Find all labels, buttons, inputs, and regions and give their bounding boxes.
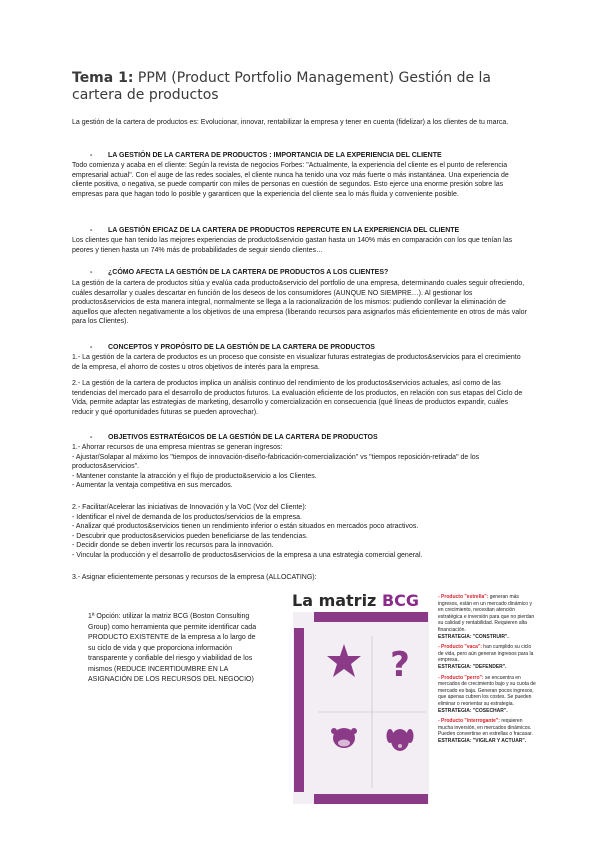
objectives-line-3: 3.- Asignar eficientemente personas y recursos de la empresa (ALLOCATING): — [72, 574, 317, 581]
section-heading-2: - LA GESTIÓN EFICAZ DE LA CARTERA DE PRODUCTOS REPERCUTE EN LA EXPERIENCIA DEL CLIENTE — [90, 227, 460, 234]
title-text: PPM (Product Portfolio Management) Gestión de la cartera de productos — [72, 70, 491, 103]
section-body-1: Todo comienza y acaba en el cliente: Según la revista de negocios Forbes: "Actualmente, la experiencia del cliente es el punto de referencia empresarial actual". Con el auge de las redes sociales, el cliente nunca ha tenido una voz más fuerte o más instantánea. Una experiencia de cliente positiva, o negativa, se puede compartir con miles de personas en cuestión de segundos. Esto ejerce una enorme presión sobre las empresas para que hagan todo lo posible y garanticen que la experiencia del cliente sea lo más fluida y conveniente posible. — [72, 162, 509, 198]
svg-text:?: ? — [390, 645, 410, 685]
section-body-3: La gestión de la cartera de productos sitúa y evalúa cada producto&servicio del portfolio de una empresa, determinando cuales seguir ofreciendo, cuáles desarrollar y cuales descartar en función de los deseos de los consumidores (AUNQUE NO SIEMPRE…). Al gestionar los productos&servicios de esta manera integral, normalmente se llega a la racionalización de los mismos: pudiendo conllevar la eliminación de aquellos que afecten negativamente a los objetivos de una empresa (liberando recursos para asignarlos más eficientemente en otros de más valor para los Clientes). — [72, 280, 527, 325]
title-prefix: Tema 1: — [72, 70, 134, 86]
list-item: - Analizar qué productos&servicios tienen un rendimiento inferior o están situados en mercados poco atractivos. — [72, 523, 419, 530]
intro-paragraph: La gestión de la cartera de productos es: Evolucionar, innovar, rentabilizar la empresa y tener en cuenta (fidelizar) a los clientes de tu marca. — [72, 119, 509, 126]
list-item: - Vincular la producción y el desarrollo de productos&servicios de la empresa a una estrategia comercial general. — [72, 551, 423, 559]
note-star: - Producto "estrella": generan más ingresos, están en un mercado dinámico y en crecimiento, necesitan atención estratégica e inversión para que no pierdan su calidad y rentabilidad. Requieren alta financiación. ESTRATEGIA: "CONSTRUIR". — [438, 594, 535, 640]
note-cow: - Producto "vaca": han cumplido su ciclo de vida, pero aún generan ingresos para la empresa. ESTRATEGIA: "DEFENDER". — [438, 644, 534, 670]
bcg-side-bar — [294, 628, 304, 792]
note-dog: - Producto "perro": se encuentra en mercados de crecimiento bajo y su cuota de mercado es baja. Generan pocos ingresos, que apenas cubren los costes. Se pueden eliminar o reorientar su estrategia. ESTRATEGIA: "COSECHAR". — [438, 674, 536, 714]
section-heading-1: - LA GESTIÓN DE LA CARTERA DE PRODUCTOS : IMPORTANCIA DE LA EXPERIENCIA DEL CLIENTE — [90, 152, 442, 159]
list-item: - Aumentar la ventaja competitiva en sus mercados. — [72, 482, 233, 489]
option-1-text: 1ª Opción: utilizar la matriz BCG (Boston Consulting Group) como herramienta que permite identificar cada PRODUCTO EXISTENTE de la empresa a lo largo de su ciclo de vida y que proporciona información transparente y confiable del riesgo y viabilidad de los mismos (REDUCE INCERTIDUMBRE EN LA ASIGNACIÓN DE LOS RECURSOS DEL NEGOCIO) — [88, 613, 257, 683]
question-icon — [390, 645, 410, 685]
note-question: - Producto "interrogante": requieren mucha inversión, en mercados dinámicos. Pueden convertirse en estrellas o fracasar. ESTRATEGIA: "VIGILAR Y ACTUAR". — [438, 718, 533, 744]
list-item: - Ajustar/Solapar al máximo los "tiempos de innovación-diseño-fabricación-comercialización" vs "tiempos reposición-retirada" de los productos&servicios". — [72, 453, 480, 470]
section-heading-4: - CONCEPTOS Y PROPÓSITO DE LA GESTIÓN DE LA CARTERA DE PRODUCTOS — [90, 344, 375, 351]
section-body-4a: 1.- La gestión de la cartera de productos es un proceso que consiste en visualizar futuras estrategias de productos&servicios para el crecimiento de la empresa, el ahorro de costes u otros objetivos de interés para la empresa. — [72, 354, 521, 371]
bcg-bottom-bar — [314, 794, 428, 804]
section-body-4b: 2.- La gestión de la cartera de productos implica un análisis continuo del rendimiento de los productos&servicios actuales, así como de las tendencias del mercado para el desarrollo de productos futuros. La evaluación eficiente de los productos, en relación con sus etapas del Ciclo de Vida, permite adaptar las estrategias de marketing, desarrollo y comercialización en consecuencia (qué líneas de productos expandir, cuáles reducir y qué oportunidades futuras se pueden aprovechar). — [72, 380, 523, 416]
list-item: - Decidir donde se deben invertir los recursos para la innovación. — [72, 542, 274, 549]
page-title — [72, 70, 542, 104]
bcg-side-notes — [438, 594, 538, 748]
objectives-list-1 — [72, 443, 530, 491]
list-item: - Mantener constante la atracción y el flujo de producto&servicio a los Clientes. — [72, 472, 317, 480]
list-item: - Descubrir que productos&servicios pueden beneficiarse de las tendencias. — [72, 532, 308, 540]
list-item: - Identificar el nivel de demanda de los productos/servicios de la empresa. — [72, 513, 302, 521]
cow-icon — [331, 728, 357, 748]
list-item: 1.- Ahorrar recursos de una empresa mientras se generan ingresos: — [72, 444, 283, 451]
section-body-2: Los clientes que han tenido las mejores experiencias de producto&servicio gastan hasta un 140% más en comparación con los que tenían las peores y tienen hasta un 74% más de probabilidades de seguir siendo clientes… — [72, 237, 513, 254]
section-heading-5: - OBJETIVOS ESTRATÉGICOS DE LA GESTIÓN DE LA CARTERA DE PRODUCTOS — [90, 434, 378, 441]
list-item: 2.- Facilitar/Acelerar las iniciativas de Innovación y la VoC (Voz del Cliente): — [72, 504, 307, 511]
star-icon — [327, 644, 361, 677]
bcg-quadrants — [316, 632, 428, 792]
bcg-top-bar — [314, 612, 428, 622]
section-heading-3: - ¿CÓMO AFECTA LA GESTIÓN DE LA CARTERA DE PRODUCTOS A LOS CLIENTES? — [90, 269, 389, 276]
bcg-title: La matriz BCG — [292, 591, 420, 610]
dog-icon — [387, 729, 414, 751]
bcg-title-accent: BCG — [381, 591, 420, 610]
objectives-list-2 — [72, 503, 530, 560]
